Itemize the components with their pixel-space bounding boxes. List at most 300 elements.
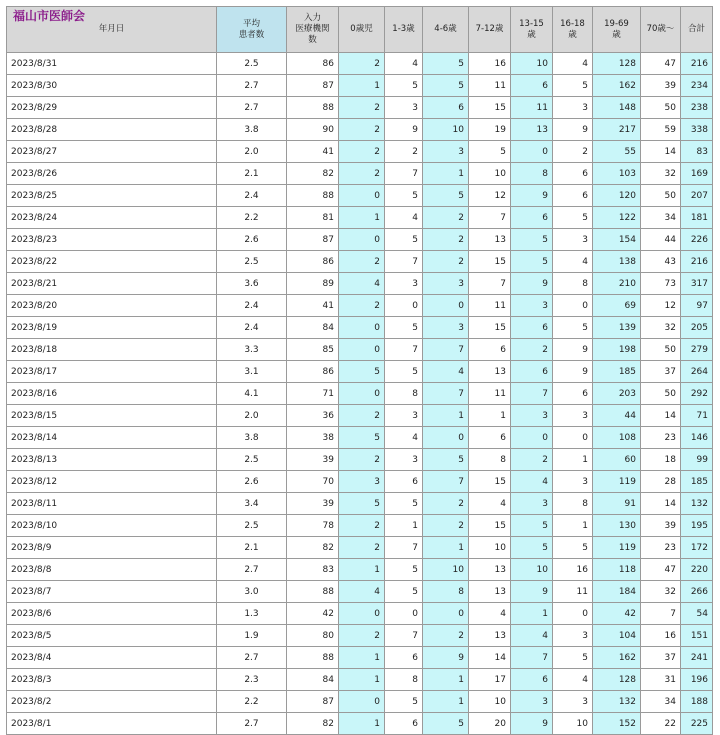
age16-18-cell: 4 (553, 669, 593, 691)
avg-cell: 3.3 (217, 339, 287, 361)
age13-15-cell: 4 (511, 625, 553, 647)
age13-15-cell: 10 (511, 53, 553, 75)
table-row (7, 229, 713, 251)
age7-12-cell: 7 (469, 273, 511, 295)
avg-cell: 2.4 (217, 317, 287, 339)
total-cell: 205 (681, 317, 713, 339)
avg-cell: 3.0 (217, 581, 287, 603)
age4-6-cell: 3 (423, 317, 469, 339)
age19-69-cell: 198 (593, 339, 641, 361)
age7-12-cell: 6 (469, 339, 511, 361)
table-row (7, 141, 713, 163)
age16-18-cell: 9 (553, 119, 593, 141)
date-cell: 2023/8/4 (7, 647, 217, 669)
date-cell: 2023/8/14 (7, 427, 217, 449)
age4-6-cell: 1 (423, 537, 469, 559)
age70-cell: 47 (641, 559, 681, 581)
clinics-cell: 86 (287, 361, 339, 383)
clinics-cell: 82 (287, 713, 339, 735)
age70-cell: 18 (641, 449, 681, 471)
age7-12-cell: 8 (469, 449, 511, 471)
total-cell: 264 (681, 361, 713, 383)
age7-12-cell: 10 (469, 537, 511, 559)
age4-6-cell: 2 (423, 493, 469, 515)
age16-18-header-label: 16-18 歳 (560, 18, 585, 40)
age1-3-cell: 6 (385, 471, 423, 493)
age16-18-cell: 0 (553, 603, 593, 625)
age0-cell: 1 (339, 713, 385, 735)
age7-12-cell: 10 (469, 163, 511, 185)
clinics-cell: 87 (287, 229, 339, 251)
age16-18-cell: 6 (553, 383, 593, 405)
age13-15-cell: 0 (511, 141, 553, 163)
avg-cell: 3.8 (217, 119, 287, 141)
table-row (7, 75, 713, 97)
age70-cell: 73 (641, 273, 681, 295)
age13-15-cell: 3 (511, 691, 553, 713)
age0-cell: 0 (339, 229, 385, 251)
age7-12-cell: 13 (469, 581, 511, 603)
age0-cell: 1 (339, 669, 385, 691)
table-row (7, 317, 713, 339)
age0-cell: 2 (339, 449, 385, 471)
age70-cell: 39 (641, 75, 681, 97)
date-cell: 2023/8/22 (7, 251, 217, 273)
date-cell: 2023/8/16 (7, 383, 217, 405)
age7-12-column-header: 7-12歳 (469, 7, 511, 53)
table-row (7, 405, 713, 427)
age1-3-cell: 5 (385, 75, 423, 97)
age70-cell: 32 (641, 163, 681, 185)
age1-3-cell: 4 (385, 53, 423, 75)
age16-18-cell: 3 (553, 229, 593, 251)
age13-15-cell: 9 (511, 713, 553, 735)
avg-cell: 2.6 (217, 229, 287, 251)
date-cell: 2023/8/13 (7, 449, 217, 471)
age0-cell: 5 (339, 427, 385, 449)
avg-cell: 2.6 (217, 471, 287, 493)
total-cell: 195 (681, 515, 713, 537)
age7-12-cell: 16 (469, 53, 511, 75)
age4-6-cell: 2 (423, 625, 469, 647)
age13-15-cell: 3 (511, 295, 553, 317)
age19-69-cell: 128 (593, 669, 641, 691)
site-title: 福山市医師会 (13, 9, 86, 23)
age7-12-cell: 11 (469, 75, 511, 97)
age70-cell: 31 (641, 669, 681, 691)
patient-count-table (6, 6, 713, 735)
total-cell: 196 (681, 669, 713, 691)
avg-cell: 1.9 (217, 625, 287, 647)
avg-cell: 2.4 (217, 185, 287, 207)
age1-3-cell: 5 (385, 229, 423, 251)
total-cell: 220 (681, 559, 713, 581)
age4-6-cell: 3 (423, 141, 469, 163)
age19-69-header-label: 19-69 歳 (604, 18, 629, 40)
table-row (7, 515, 713, 537)
total-cell: 54 (681, 603, 713, 625)
age7-12-cell: 11 (469, 383, 511, 405)
age1-3-cell: 4 (385, 427, 423, 449)
age4-6-cell: 7 (423, 339, 469, 361)
age13-15-cell: 3 (511, 493, 553, 515)
age70-cell: 34 (641, 207, 681, 229)
age1-3-cell: 4 (385, 207, 423, 229)
age1-3-cell: 6 (385, 647, 423, 669)
table-row (7, 339, 713, 361)
age1-3-cell: 5 (385, 361, 423, 383)
age0-cell: 4 (339, 273, 385, 295)
age19-69-cell: 69 (593, 295, 641, 317)
clinics-cell: 90 (287, 119, 339, 141)
table-row (7, 559, 713, 581)
age4-6-cell: 0 (423, 603, 469, 625)
age16-18-cell: 1 (553, 449, 593, 471)
avg-cell: 3.8 (217, 427, 287, 449)
age16-18-cell: 10 (553, 713, 593, 735)
age4-6-cell: 5 (423, 185, 469, 207)
age13-15-header-label: 13-15 歳 (519, 18, 544, 40)
total-cell: 226 (681, 229, 713, 251)
table-row (7, 581, 713, 603)
age4-6-cell: 7 (423, 383, 469, 405)
avg-cell: 2.1 (217, 163, 287, 185)
age0-cell: 0 (339, 185, 385, 207)
date-cell: 2023/8/26 (7, 163, 217, 185)
table-row (7, 449, 713, 471)
age4-6-cell: 7 (423, 471, 469, 493)
age7-12-cell: 19 (469, 119, 511, 141)
age16-18-cell: 3 (553, 691, 593, 713)
age16-18-column-header (553, 7, 593, 53)
age70-cell: 14 (641, 493, 681, 515)
age13-15-cell: 6 (511, 75, 553, 97)
date-cell: 2023/8/23 (7, 229, 217, 251)
avg-column-header (217, 7, 287, 53)
avg-cell: 2.0 (217, 405, 287, 427)
age13-15-cell: 9 (511, 273, 553, 295)
age4-6-cell: 6 (423, 97, 469, 119)
table-row (7, 383, 713, 405)
date-cell: 2023/8/21 (7, 273, 217, 295)
age4-6-cell: 8 (423, 581, 469, 603)
clinics-cell: 86 (287, 53, 339, 75)
age13-15-cell: 9 (511, 581, 553, 603)
table-row (7, 295, 713, 317)
clinics-cell: 39 (287, 493, 339, 515)
age4-6-cell: 5 (423, 75, 469, 97)
age16-18-cell: 5 (553, 317, 593, 339)
age19-69-cell: 162 (593, 75, 641, 97)
age16-18-cell: 3 (553, 471, 593, 493)
age70-cell: 23 (641, 427, 681, 449)
clinics-cell: 41 (287, 295, 339, 317)
date-cell: 2023/8/24 (7, 207, 217, 229)
avg-cell: 2.2 (217, 691, 287, 713)
clinics-cell: 82 (287, 537, 339, 559)
age13-15-cell: 10 (511, 559, 553, 581)
total-cell: 169 (681, 163, 713, 185)
total-cell: 279 (681, 339, 713, 361)
age7-12-cell: 6 (469, 427, 511, 449)
age19-69-cell: 162 (593, 647, 641, 669)
age7-12-cell: 20 (469, 713, 511, 735)
age7-12-cell: 13 (469, 625, 511, 647)
age7-12-cell: 13 (469, 361, 511, 383)
avg-cell: 3.4 (217, 493, 287, 515)
age19-69-column-header (593, 7, 641, 53)
table-row (7, 625, 713, 647)
age4-6-cell: 1 (423, 691, 469, 713)
age0-cell: 2 (339, 251, 385, 273)
total-cell: 146 (681, 427, 713, 449)
age16-18-cell: 1 (553, 515, 593, 537)
age0-cell: 2 (339, 295, 385, 317)
age70-cell: 59 (641, 119, 681, 141)
clinics-header-label: 入力 医療機関 数 (295, 13, 330, 45)
age16-18-cell: 3 (553, 405, 593, 427)
age19-69-cell: 130 (593, 515, 641, 537)
age0-cell: 4 (339, 581, 385, 603)
age19-69-cell: 60 (593, 449, 641, 471)
avg-cell: 2.5 (217, 449, 287, 471)
age1-3-cell: 2 (385, 141, 423, 163)
age70-cell: 47 (641, 53, 681, 75)
age4-6-column-header: 4-6歳 (423, 7, 469, 53)
age4-6-cell: 10 (423, 559, 469, 581)
age1-3-cell: 5 (385, 691, 423, 713)
age70-cell: 32 (641, 581, 681, 603)
age19-69-cell: 210 (593, 273, 641, 295)
age13-15-cell: 9 (511, 185, 553, 207)
age19-69-cell: 184 (593, 581, 641, 603)
clinics-cell: 38 (287, 427, 339, 449)
age13-15-cell: 7 (511, 383, 553, 405)
age70-cell: 34 (641, 691, 681, 713)
age70-cell: 50 (641, 383, 681, 405)
date-cell: 2023/8/6 (7, 603, 217, 625)
age13-15-cell: 13 (511, 119, 553, 141)
age4-6-cell: 5 (423, 53, 469, 75)
age7-12-cell: 15 (469, 471, 511, 493)
avg-cell: 3.1 (217, 361, 287, 383)
table-row (7, 163, 713, 185)
age7-12-cell: 7 (469, 207, 511, 229)
age4-6-cell: 1 (423, 669, 469, 691)
age13-15-cell: 5 (511, 229, 553, 251)
avg-cell: 2.7 (217, 75, 287, 97)
age70-cell: 22 (641, 713, 681, 735)
table-row (7, 207, 713, 229)
age13-15-cell: 0 (511, 427, 553, 449)
avg-cell: 2.7 (217, 713, 287, 735)
age19-69-cell: 44 (593, 405, 641, 427)
clinics-cell: 42 (287, 603, 339, 625)
age0-cell: 2 (339, 97, 385, 119)
clinics-cell: 81 (287, 207, 339, 229)
age19-69-cell: 138 (593, 251, 641, 273)
age0-cell: 5 (339, 493, 385, 515)
age70-cell: 32 (641, 317, 681, 339)
age19-69-cell: 118 (593, 559, 641, 581)
age1-3-cell: 3 (385, 97, 423, 119)
age4-6-cell: 9 (423, 647, 469, 669)
total-cell: 132 (681, 493, 713, 515)
avg-cell: 2.7 (217, 647, 287, 669)
age19-69-cell: 122 (593, 207, 641, 229)
table-row (7, 53, 713, 75)
table-row (7, 537, 713, 559)
date-column-header: 年月日 (98, 24, 125, 34)
age1-3-cell: 0 (385, 603, 423, 625)
date-cell: 2023/8/12 (7, 471, 217, 493)
age16-18-cell: 5 (553, 75, 593, 97)
age0-cell: 0 (339, 383, 385, 405)
age4-6-cell: 0 (423, 427, 469, 449)
age0-cell: 1 (339, 559, 385, 581)
age13-15-cell: 6 (511, 669, 553, 691)
age4-6-cell: 10 (423, 119, 469, 141)
age13-15-cell: 2 (511, 339, 553, 361)
age7-12-cell: 13 (469, 559, 511, 581)
total-cell: 266 (681, 581, 713, 603)
table-row (7, 97, 713, 119)
table-row (7, 273, 713, 295)
age16-18-cell: 16 (553, 559, 593, 581)
avg-cell: 2.5 (217, 53, 287, 75)
age1-3-cell: 8 (385, 383, 423, 405)
total-cell: 151 (681, 625, 713, 647)
age19-69-cell: 42 (593, 603, 641, 625)
age16-18-cell: 8 (553, 273, 593, 295)
age70-cell: 44 (641, 229, 681, 251)
clinics-column-header (287, 7, 339, 53)
age13-15-cell: 2 (511, 449, 553, 471)
avg-cell: 3.6 (217, 273, 287, 295)
age4-6-cell: 2 (423, 207, 469, 229)
date-cell: 2023/8/15 (7, 405, 217, 427)
age19-69-cell: 119 (593, 537, 641, 559)
age13-15-cell: 5 (511, 537, 553, 559)
total-cell: 83 (681, 141, 713, 163)
clinics-cell: 80 (287, 625, 339, 647)
age4-6-cell: 2 (423, 229, 469, 251)
date-cell: 2023/8/2 (7, 691, 217, 713)
age70-cell: 28 (641, 471, 681, 493)
age7-12-cell: 5 (469, 141, 511, 163)
clinics-cell: 88 (287, 97, 339, 119)
total-cell: 241 (681, 647, 713, 669)
age13-15-cell: 7 (511, 647, 553, 669)
age70-cell: 23 (641, 537, 681, 559)
age1-3-cell: 7 (385, 251, 423, 273)
age16-18-cell: 8 (553, 493, 593, 515)
age16-18-cell: 4 (553, 251, 593, 273)
avg-header-label: 平均 患者数 (238, 18, 265, 40)
age1-3-cell: 7 (385, 339, 423, 361)
age16-18-cell: 9 (553, 361, 593, 383)
date-cell: 2023/8/3 (7, 669, 217, 691)
avg-cell: 2.1 (217, 537, 287, 559)
date-cell: 2023/8/7 (7, 581, 217, 603)
date-cell: 2023/8/19 (7, 317, 217, 339)
age1-3-cell: 5 (385, 317, 423, 339)
clinics-cell: 87 (287, 75, 339, 97)
age13-15-cell: 8 (511, 163, 553, 185)
age7-12-cell: 17 (469, 669, 511, 691)
age0-cell: 2 (339, 53, 385, 75)
age19-69-cell: 148 (593, 97, 641, 119)
age4-6-cell: 1 (423, 405, 469, 427)
age7-12-cell: 14 (469, 647, 511, 669)
age0-cell: 1 (339, 207, 385, 229)
clinics-cell: 84 (287, 669, 339, 691)
avg-cell: 2.2 (217, 207, 287, 229)
age16-18-cell: 3 (553, 625, 593, 647)
avg-cell: 2.5 (217, 515, 287, 537)
clinics-cell: 89 (287, 273, 339, 295)
avg-cell: 1.3 (217, 603, 287, 625)
age1-3-cell: 5 (385, 185, 423, 207)
date-cell: 2023/8/20 (7, 295, 217, 317)
total-cell: 97 (681, 295, 713, 317)
age16-18-cell: 5 (553, 207, 593, 229)
age19-69-cell: 185 (593, 361, 641, 383)
table-row (7, 493, 713, 515)
age7-12-cell: 4 (469, 603, 511, 625)
age1-3-cell: 7 (385, 163, 423, 185)
age0-cell: 0 (339, 317, 385, 339)
age19-69-cell: 55 (593, 141, 641, 163)
age70-cell: 14 (641, 405, 681, 427)
total-cell: 317 (681, 273, 713, 295)
age0-cell: 2 (339, 537, 385, 559)
age70-cell: 14 (641, 141, 681, 163)
avg-cell: 2.7 (217, 559, 287, 581)
age70-cell: 39 (641, 515, 681, 537)
age19-69-cell: 154 (593, 229, 641, 251)
table-row (7, 471, 713, 493)
age19-69-cell: 103 (593, 163, 641, 185)
age16-18-cell: 0 (553, 427, 593, 449)
total-cell: 338 (681, 119, 713, 141)
age4-6-cell: 0 (423, 295, 469, 317)
age70-cell: 12 (641, 295, 681, 317)
table-row (7, 361, 713, 383)
age19-69-cell: 108 (593, 427, 641, 449)
age4-6-cell: 1 (423, 163, 469, 185)
age7-12-cell: 10 (469, 691, 511, 713)
date-cell: 2023/8/29 (7, 97, 217, 119)
table-row (7, 427, 713, 449)
clinics-cell: 85 (287, 339, 339, 361)
date-cell: 2023/8/27 (7, 141, 217, 163)
age0-cell: 1 (339, 75, 385, 97)
age70-cell: 50 (641, 97, 681, 119)
age1-3-cell: 5 (385, 493, 423, 515)
age0-cell: 0 (339, 603, 385, 625)
total-cell: 207 (681, 185, 713, 207)
clinics-cell: 41 (287, 141, 339, 163)
date-cell: 2023/8/10 (7, 515, 217, 537)
age16-18-cell: 6 (553, 163, 593, 185)
age13-15-cell: 6 (511, 361, 553, 383)
clinics-cell: 71 (287, 383, 339, 405)
clinics-cell: 70 (287, 471, 339, 493)
age0-cell: 2 (339, 405, 385, 427)
total-cell: 188 (681, 691, 713, 713)
clinics-cell: 83 (287, 559, 339, 581)
